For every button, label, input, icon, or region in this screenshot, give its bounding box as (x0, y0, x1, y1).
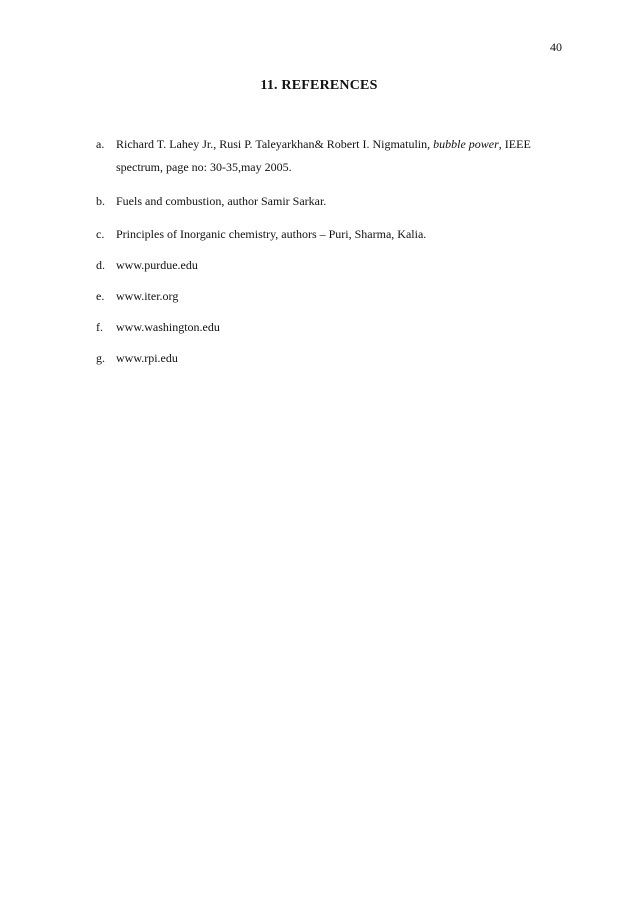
reference-label: e. (96, 289, 105, 303)
reference-link-text: www.rpi.edu (116, 351, 178, 365)
reference-item (96, 285, 556, 308)
reference-text-part: , IEEE spectrum, page no: 30-35,may 2005. (116, 137, 531, 174)
reference-label: b. (96, 194, 105, 208)
reference-label: f. (96, 320, 103, 334)
reference-item (96, 316, 556, 339)
reference-label: d. (96, 258, 105, 272)
reference-link-text: www.iter.org (116, 289, 179, 303)
reference-item (96, 347, 556, 370)
reference-link-text: www.washington.edu (116, 320, 220, 334)
reference-list (96, 133, 556, 370)
reference-text: Fuels and combustion, author Samir Sarkar. (116, 194, 327, 208)
reference-italic-title: bubble power (433, 137, 499, 151)
reference-label: g. (96, 351, 105, 365)
reference-item (96, 190, 556, 213)
reference-label: c. (96, 227, 105, 241)
reference-item (96, 223, 556, 246)
reference-link-text: www.purdue.edu (116, 258, 198, 272)
reference-text (116, 133, 556, 179)
reference-item (96, 133, 556, 179)
section-title: 11. REFERENCES (260, 78, 378, 93)
reference-item (96, 254, 556, 277)
reference-label: a. (96, 137, 105, 151)
reference-text: Principles of Inorganic chemistry, authors – Puri, Sharma, Kalia. (116, 227, 427, 241)
page-number: 40 (550, 40, 562, 54)
reference-text-part: Richard T. Lahey Jr., Rusi P. Taleyarkhan& Robert I. Nigmatulin, (116, 137, 434, 151)
